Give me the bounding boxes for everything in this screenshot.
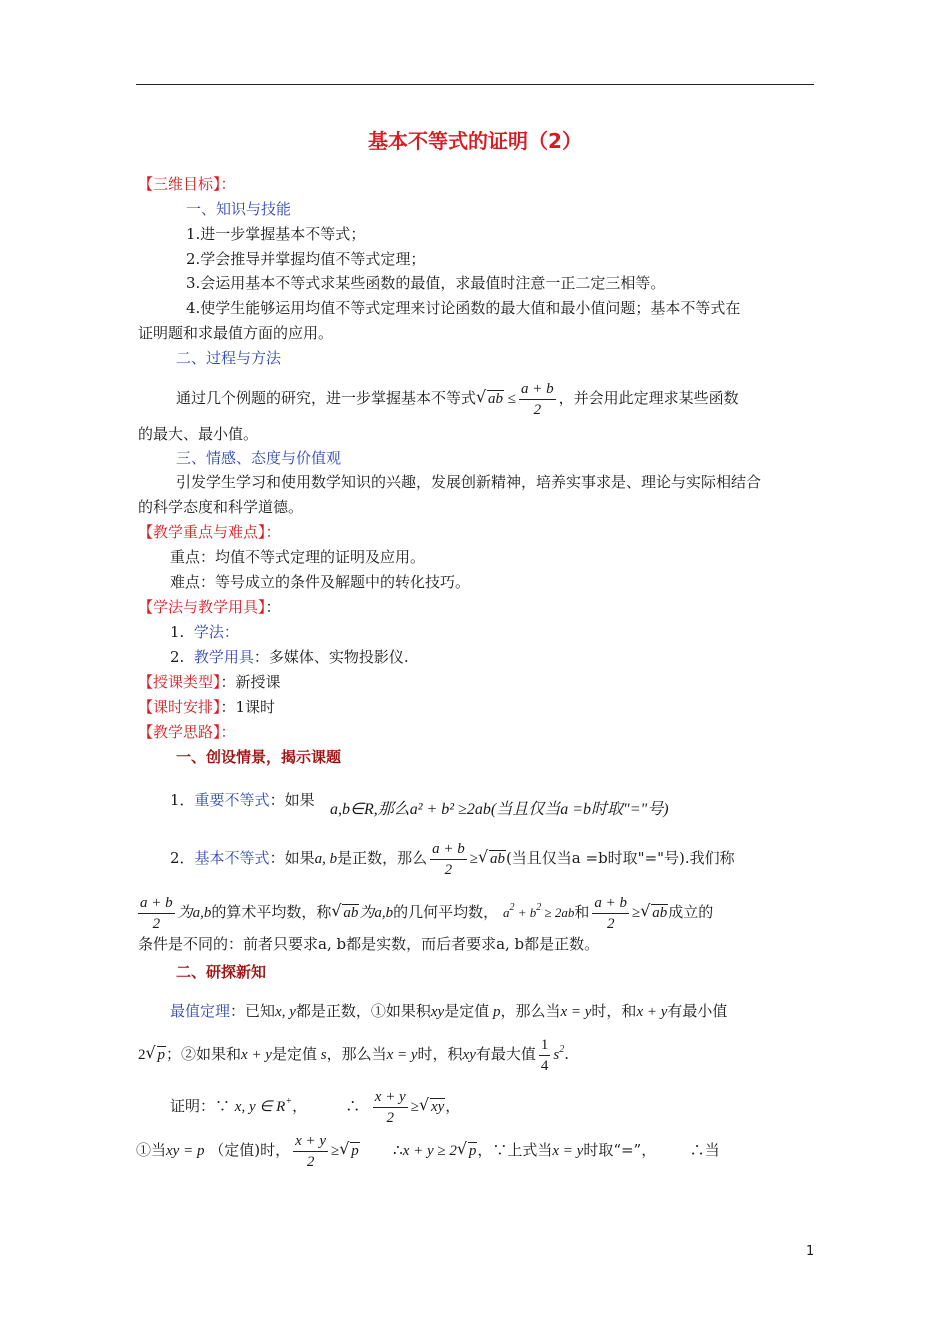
item2-basic-inequality: 2．基本不等式：如果a, b是正数，那么 $\frac{a + b}{2}$ ≥√ ab(当且仅当a =b时取"="号).我们称: [170, 836, 735, 881]
text: （定值)时，: [209, 1141, 291, 1159]
section-label: 【课时安排】: [138, 698, 221, 716]
item-label: 重要不等式: [194, 791, 270, 809]
item-number: 2．: [170, 849, 195, 867]
proof-case1: ①当xy = p （定值)时， $\frac{x + y}{2}$ ≥√ p ∴x + y ≥ 2√ p，∵上式当x = y时取“=”， ∴当: [136, 1130, 720, 1172]
fraction-x-plus-y-over-2: $\frac{x + y}{2}$: [374, 1088, 406, 1126]
section-label: 【学法与教学用具】: [138, 598, 266, 616]
text: 证明：∵: [170, 1097, 231, 1115]
text: ，那么当: [500, 1002, 561, 1020]
text: ，∵上式当: [477, 1141, 553, 1159]
colon: ：: [265, 598, 281, 616]
section-label: 【教学重点与难点】: [138, 523, 266, 541]
colon: ：: [265, 523, 281, 541]
item-number: 1.: [170, 623, 185, 641]
goal1-item: 2.学会推导并掌握均值不等式定理；: [186, 250, 426, 268]
goal2-heading: 二、过程与方法: [176, 349, 282, 367]
item2-line3: 条件是不同的：前者只要求a, b都是实数，而后者要求a, b都是正数。: [138, 935, 600, 953]
text: ：如果: [269, 791, 315, 809]
sqrt-ab: √ ab: [640, 891, 668, 935]
item1-formula: a,b∈R,那么a² + b² ≥2ab(当且仅当a =b时取"="号): [330, 801, 669, 818]
key-point: 重点：均值不等式定理的证明及应用。: [170, 548, 426, 566]
text: 和: [574, 903, 590, 921]
text: ①当: [136, 1141, 167, 1159]
fraction-a-plus-b-over-2: $\frac{a + b}{2}$: [594, 894, 628, 932]
goal1-item: 证明题和求最值方面的应用。: [138, 324, 334, 342]
text: ∴当: [689, 1141, 720, 1159]
fraction-x-plus-y-over-2: $\frac{x + y}{2}$: [295, 1132, 327, 1170]
text: ；②如果和: [166, 1045, 242, 1063]
page-title: 基本不等式的证明（2）: [368, 129, 582, 153]
key-difficult: 难点：等号成立的条件及解题中的转化技巧。: [170, 573, 471, 591]
sqrt-xy: √ xy: [419, 1087, 445, 1127]
proof-line: 证明：∵ x, y ∈ R+， ∴ $\frac{x + y}{2}$ ≥√ xy，: [170, 1082, 460, 1128]
fraction-a-plus-b-over-2: $\frac{a + b}{2}$: [140, 894, 173, 932]
item-label: 基本不等式: [194, 849, 270, 867]
fraction-a-plus-b-over-2: $\frac{a + b}{2}$: [521, 380, 554, 418]
section-label: 【授课类型】: [138, 673, 221, 691]
text: 通过几个例题的研究，进一步掌握基本不等式: [176, 389, 477, 407]
part1-heading: 一、创设情景，揭示课题: [176, 748, 342, 766]
section-value: ：1课时: [220, 698, 276, 716]
item2-line2: $\frac{a + b}{2}$ 为a,b的算术平均数，称√ ab为a,b的几何平均数， $a^2 + b^2 \ge 2ab$和 $\frac{a + b}{2}$ ≥√ ab成立的: [138, 886, 713, 935]
text: 有最小值: [667, 1002, 728, 1020]
sqrt-ab: √ ab: [478, 837, 506, 881]
tools-item-1: [170, 622, 239, 642]
page-number: 1: [806, 1244, 815, 1259]
item-number: 1．: [170, 791, 195, 809]
goal1-item: 4.使学生能够运用均值不等式定理来讨论函数的最大值和最小值问题；基本不等式在: [186, 299, 741, 317]
goal3-text: 引发学生学习和使用数学知识的兴趣，发展创新精神，培养实事求是、理论与实际相结合: [176, 473, 762, 491]
text: 是正数，那么: [337, 849, 428, 867]
goal2-text: 通过几个例题的研究，进一步掌握基本不等式√ ab ≤ $\frac{a + b}{2}$ ，并会用此定理求某些函数: [176, 376, 739, 421]
item-number: 2.: [170, 648, 185, 666]
text: 是定值: [444, 1002, 490, 1020]
item-label: 学法：: [193, 623, 239, 641]
text: (当且仅当a =b时取"="号).我们称: [505, 849, 735, 867]
goal3-text-cont: 的科学态度和科学道德。: [138, 498, 304, 516]
item1-important-inequality: [170, 790, 315, 810]
item-label: 教学用具: [193, 648, 254, 666]
section-goals: 【三维目标】：: [138, 175, 236, 193]
section-key: [138, 522, 281, 542]
text: 的算术平均数，称: [211, 903, 332, 921]
tools-item-2: [170, 647, 409, 667]
section-type: [138, 672, 281, 692]
section-time: [138, 697, 275, 717]
part2-heading: 二、研探新知: [176, 963, 267, 981]
text: 有最大值: [475, 1045, 536, 1063]
text: 的几何平均数，: [393, 903, 499, 921]
text: 为a,b: [359, 905, 394, 921]
theorem-line2: 2√ p；②如果和x + y是定值 s，那么当x = y时，积xy有最大值 $\frac{1}{4}$ $s^2$.: [138, 1030, 569, 1076]
goal2-text-cont: 的最大、最小值。: [138, 425, 259, 443]
header-rule: [136, 84, 814, 85]
sqrt-p: √ p: [457, 1131, 478, 1171]
text: 时，和: [591, 1002, 637, 1020]
goal1-item: 1.进一步掌握基本不等式；: [186, 225, 366, 243]
text: 为a,b: [177, 905, 212, 921]
fraction-a-plus-b-over-2: $\frac{a + b}{2}$: [432, 840, 465, 878]
item-value: ：多媒体、实物投影仪.: [253, 648, 409, 666]
text: ，并会用此定理求某些函数: [558, 389, 739, 407]
text: ，那么当: [326, 1045, 387, 1063]
section-idea: 【教学思路】：: [138, 723, 236, 741]
text: 是定值: [271, 1045, 317, 1063]
goal1-heading: 一、知识与技能: [186, 200, 292, 218]
section-value: ：新授课: [220, 673, 281, 691]
goal3-heading: 三、情感、态度与价值观: [176, 449, 342, 467]
text: 成立的: [668, 903, 714, 921]
sqrt-ab: √ ab: [331, 891, 359, 935]
theorem-line1: 最值定理：已知x, y都是正数，①如果积xy是定值 p，那么当x = y时，和x + y有最小值: [170, 1002, 728, 1020]
sqrt-p: √ p: [146, 1035, 167, 1075]
goal1-item: 3.会运用基本不等式求某些函数的最值，求最值时注意一正二定三相等。: [186, 274, 666, 292]
text: 时，积: [417, 1045, 463, 1063]
sqrt-p: √ p: [339, 1131, 360, 1171]
text: 时取“=”，: [583, 1141, 657, 1159]
section-tools: [138, 597, 281, 617]
sqrt-ab: √ ab: [476, 377, 504, 421]
text: 都是正数，①如果积: [295, 1002, 431, 1020]
text: ：如果: [269, 849, 315, 867]
theorem-label: 最值定理: [170, 1002, 231, 1020]
fraction-one-quarter: $\frac{1}{4}$: [540, 1036, 549, 1074]
text: ：已知: [230, 1002, 276, 1020]
